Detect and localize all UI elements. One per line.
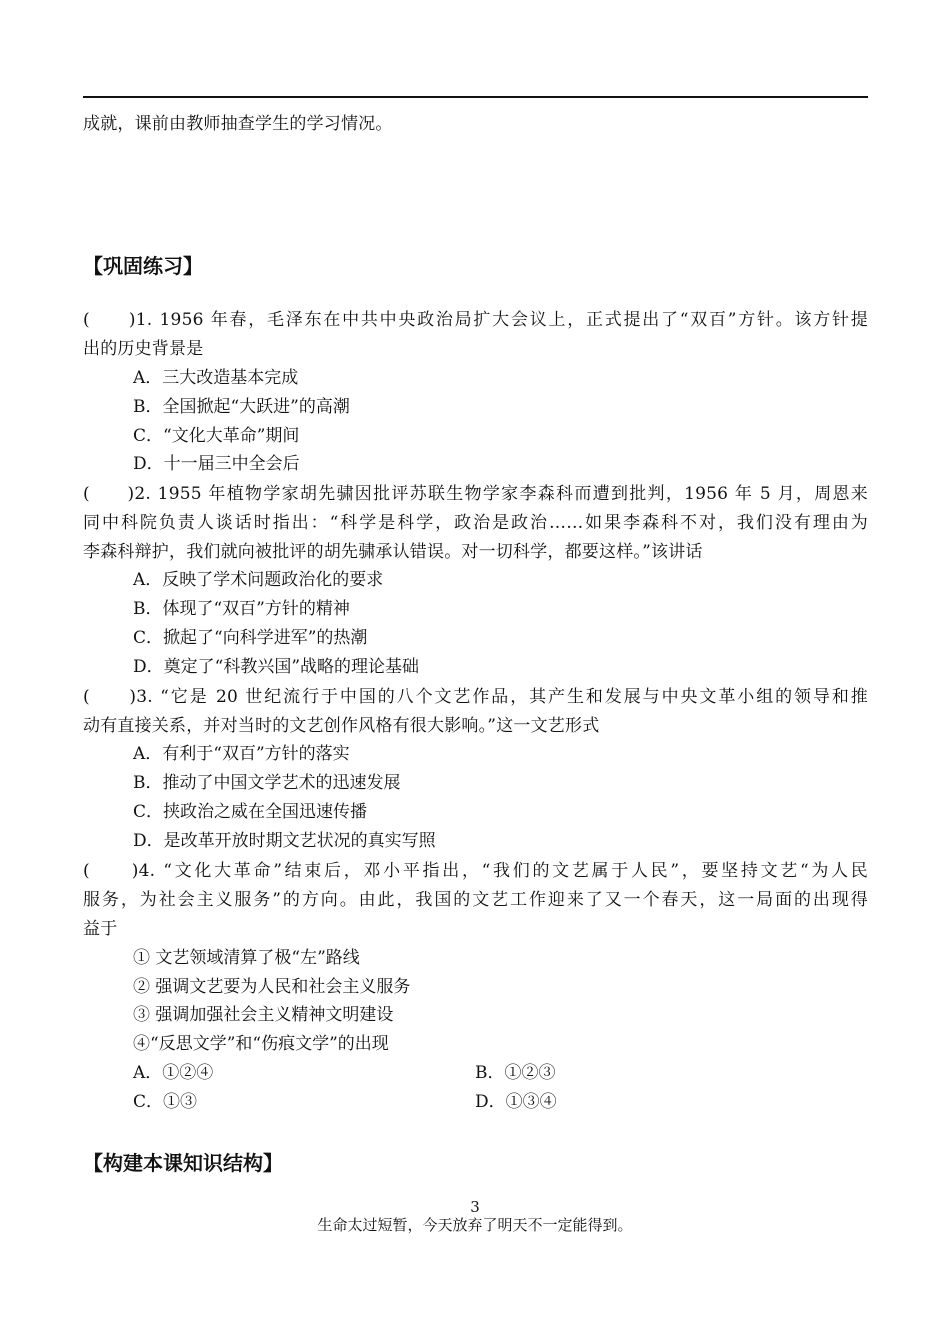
footer-motto: 生命太过短暂，今天放弃了明天不一定能得到。: [317, 1216, 633, 1234]
practice-section-title: 【巩固练习】: [83, 254, 203, 278]
q1-stem-line-1: ( )1. 1956 年春，毛泽东在中共中央政治局扩大会议上，正式提出了“双百”方针。该方针提: [83, 310, 868, 330]
q3-stem-line-1: ( )3. “它是 20 世纪流行于中国的八个文艺作品，其产生和发展与中央文革小组的领导和推: [83, 687, 868, 707]
q4-choice-a: A．①②④: [133, 1063, 214, 1083]
q4-item-3: ③ 强调加强社会主义精神文明建设: [133, 1005, 394, 1025]
q1-option-c: C．“文化大革命”期间: [133, 426, 300, 446]
q4-stem-line-1: ( )4. “文化大革命”结束后，邓小平指出，“我们的文艺属于人民”，要坚持文艺“为人民: [83, 861, 868, 881]
q1-option-a: A．三大改造基本完成: [133, 368, 299, 388]
q4-choice-c: C．①③: [133, 1092, 198, 1112]
page-number: 3: [470, 1198, 480, 1216]
q4-choice-b: B．①②③: [475, 1063, 556, 1083]
q3-option-d: D．是改革开放时期文艺状况的真实写照: [133, 831, 436, 851]
q1-stem-line-2: 出的历史背景是: [83, 339, 204, 359]
q4-item-2: ② 强调文艺要为人民和社会主义服务: [133, 977, 411, 997]
header-rule: [83, 96, 868, 98]
q1-option-d: D．十一届三中全会后: [133, 454, 300, 474]
q3-option-c: C．挟政治之威在全国迅速传播: [133, 802, 368, 822]
q2-option-d: D．奠定了“科教兴国”战略的理论基础: [133, 657, 420, 677]
q2-option-b: B．体现了“双百”方针的精神: [133, 599, 350, 619]
q4-item-1: ① 文艺领域清算了极“左”路线: [133, 948, 360, 968]
q3-option-b: B．推动了中国文学艺术的迅速发展: [133, 773, 401, 793]
q4-item-4: ④“反思文学”和“伤痕文学”的出现: [133, 1034, 389, 1054]
structure-section-title: 【构建本课知识结构】: [83, 1151, 283, 1175]
q2-option-a: A．反映了学术问题政治化的要求: [133, 570, 384, 590]
q3-stem-line-2: 动有直接关系，并对当时的文艺创作风格有很大影响。”这一文艺形式: [83, 716, 600, 736]
q2-stem-line-3: 李森科辩护，我们就向被批评的胡先骕承认错误。对一切科学，都要这样。”该讲话: [83, 542, 703, 562]
q4-stem-line-3: 益于: [83, 919, 118, 939]
q2-option-c: C．掀起了“向科学进军”的热潮: [133, 628, 368, 648]
intro-tail-text: 成就，课前由教师抽查学生的学习情况。: [83, 114, 393, 134]
q3-option-a: A．有利于“双百”方针的落实: [133, 744, 350, 764]
q4-choice-d: D．①③④: [475, 1092, 557, 1112]
q1-option-b: B．全国掀起“大跃进”的高潮: [133, 397, 350, 417]
q2-stem-line-2: 同中科院负责人谈话时指出：“科学是科学，政治是政治……如果李森科不对，我们没有理由为: [83, 513, 868, 533]
q4-stem-line-2: 服务，为社会主义服务”的方向。由此，我国的文艺工作迎来了又一个春天，这一局面的出现得: [83, 890, 868, 910]
q2-stem-line-1: ( )2. 1955 年植物学家胡先骕因批评苏联生物学家李森科而遭到批判，1956 年 5 月，周恩来: [83, 484, 868, 504]
